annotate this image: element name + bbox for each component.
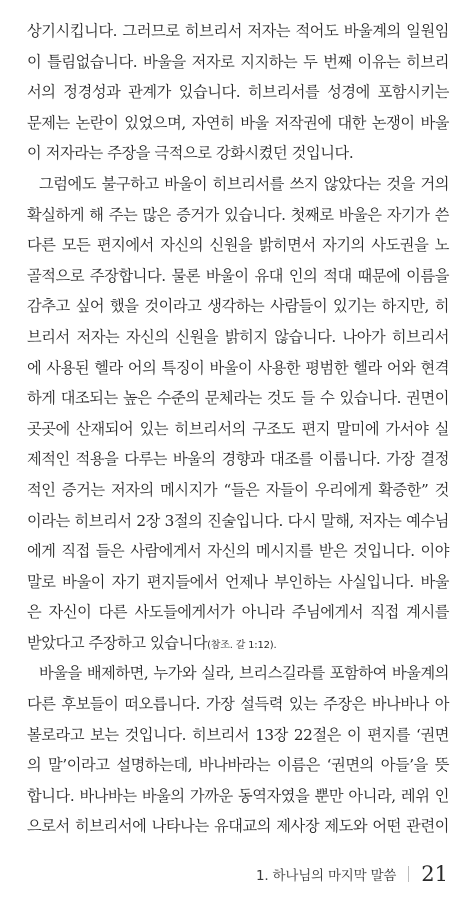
text-line-content: 받았다고 주장하고 있습니다 [27,633,208,652]
page-footer [256,859,448,889]
text-line: 합니다. 바나바는 바울의 가까운 동역자였을 뿐만 아니라, 레위 인 [27,786,449,805]
text-line: 으로서 히브리서에 나타나는 유대교의 제사장 제도와 어떤 관련이 [27,817,449,836]
text-line: 에 사용된 헬라 어의 특징이 바울이 사용한 평범한 헬라 어와 현격 [27,358,449,377]
text-line: 다른 모든 편지에서 자신의 신원을 밝히면서 자기의 사도권을 노 [27,236,449,255]
body-text [27,16,449,842]
text-line: 상기시킵니다. 그러므로 히브리서 저자는 적어도 바울계의 일원임 [27,22,449,40]
running-chapter-title: 1. 하나님의 마지막 말씀 [255,868,397,884]
text-line: 이 틀림없습니다. 바울을 저자로 지지하는 두 번째 이유는 히브리 [27,52,449,71]
text-line: 적인 증거는 저자의 메시지가 “들은 자들이 우리에게 확증한” 것 [27,480,449,499]
text-line: 볼로라고 보는 것입니다. 히브리서 13장 22절은 이 편지를 ‘권면 [27,725,449,744]
paragraph-start-line: 그럼에도 불구하고 바울이 히브리서를 쓰지 않았다는 것을 거의 [39,174,449,193]
text-line: 이라는 히브리서 2장 3절의 진술입니다. 다시 말해, 저자는 예수님 [27,511,449,530]
paragraph-start-line: 바울을 배제하면, 누가와 실라, 브리스길라를 포함하여 바울계의 [39,664,449,683]
text-line-with-reference [27,628,449,659]
footer-divider [408,866,409,882]
text-line: 말로 바울이 자기 편지들에서 언제나 부인하는 사실입니다. 바울 [27,572,449,591]
text-line: 문제는 논란이 있었으며, 자연히 바울 저작권에 대한 논쟁이 바울 [27,113,449,132]
text-line: 에게 직접 들은 사람에게서 자신의 메시지를 받은 것입니다. 이야 [27,542,449,561]
text-line: 골적으로 주장합니다. 물론 바울이 유대 인의 적대 때문에 이름을 [27,266,449,285]
page-number: 21 [421,862,448,886]
text-line: 제적인 적용을 다루는 바울의 경향과 대조를 이룹니다. 가장 결정 [27,450,449,469]
text-line: 은 자신이 다른 사도들에게서가 아니라 주님에게서 직접 계시를 [27,603,449,622]
text-line: 하게 대조되는 높은 수준의 문체라는 것도 들 수 있습니다. 권면이 [27,389,449,408]
text-line: 브리서 저자는 자신의 신원을 밝히지 않습니다. 나아가 히브리서 [27,327,449,346]
text-line: 의 말’이라고 설명하는데, 바나바라는 이름은 ‘권면의 아들’을 뜻 [27,756,449,775]
text-line: 감추고 싶어 했을 것이라고 생각하는 사람들이 있기는 하지만, 히 [27,297,449,316]
text-line: 서의 정경성과 관계가 있습니다. 히브리서를 성경에 포함시키는 [27,83,449,102]
text-line: 곳곳에 산재되어 있는 히브리서의 구조도 편지 말미에 가서야 실 [27,419,449,438]
text-line: 이 저자라는 주장을 극적으로 강화시켰던 것입니다. [27,144,354,163]
text-line: 다른 후보들이 떠오릅니다. 가장 설득력 있는 주장은 바나바나 아 [27,695,449,714]
text-line: 확실하게 해 주는 많은 증거가 있습니다. 첫째로 바울은 자기가 쓴 [27,205,449,224]
scripture-reference: (참조. 갈 1:12). [207,639,277,651]
